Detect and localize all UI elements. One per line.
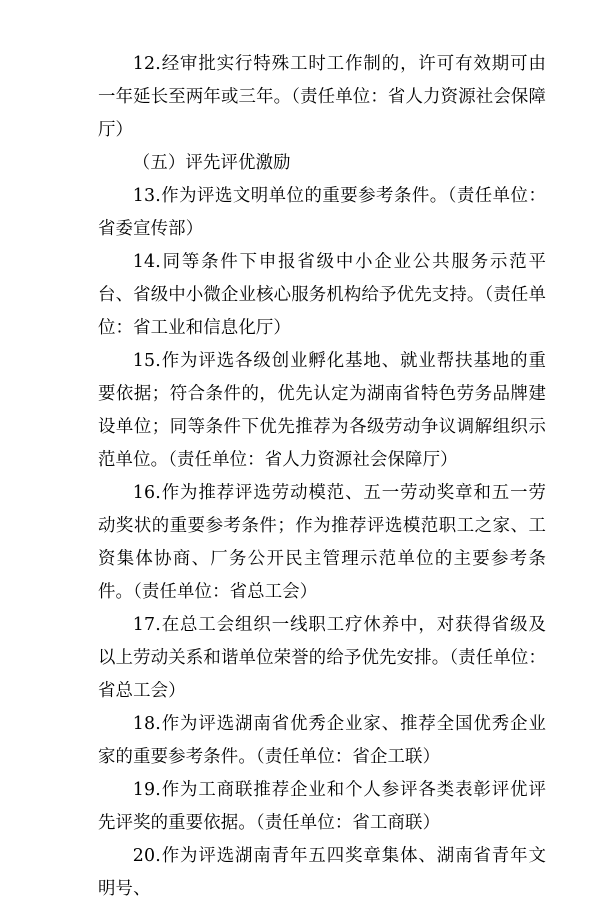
- paragraph-item-15: 15.作为评选各级创业孵化基地、就业帮扶基地的重要依据；符合条件的，优先认定为湖南省特色劳务品牌建设单位；同等条件下优先推荐为各级劳动争议调解组织示范单位。（责任单位：省人力资源社会保障厅）: [98, 351, 546, 470]
- paragraph-item-14: 14.同等条件下申报省级中小企业公共服务示范平台、省级中小微企业核心服务机构给予优先支持。（责任单位：省工业和信息化厅）: [98, 252, 546, 338]
- paragraph-item-19: 19.作为工商联推荐企业和个人参评各类表彰评优评先评奖的重要依据。（责任单位：省工商联）: [98, 780, 546, 833]
- paragraph-item-18: 18.作为评选湖南省优秀企业家、推荐全国优秀企业家的重要参考条件。（责任单位：省企工联）: [98, 714, 546, 767]
- paragraph-item-12: 12.经审批实行特殊工时工作制的，许可有效期可由一年延长至两年或三年。（责任单位：省人力资源社会保障厅）: [98, 54, 546, 140]
- paragraph-item-17: 17.在总工会组织一线职工疗休养中，对获得省级及以上劳动关系和谐单位荣誉的给予优先安排。（责任单位：省总工会）: [98, 615, 546, 701]
- paragraph-item-16: 16.作为推荐评选劳动模范、五一劳动奖章和五一劳动奖状的重要参考条件；作为推荐评选模范职工之家、工资集体协商、厂务公开民主管理示范单位的主要参考条件。（责任单位：省总工会）: [98, 483, 546, 602]
- document-body: [98, 48, 546, 906]
- section-heading-5: （五）评先评优激励: [132, 153, 291, 173]
- paragraph-item-20: 20.作为评选湖南青年五四奖章集体、湖南省青年文明号、: [98, 846, 546, 899]
- paragraph-item-13: 13.作为评选文明单位的重要参考条件。（责任单位：省委宣传部）: [98, 186, 546, 239]
